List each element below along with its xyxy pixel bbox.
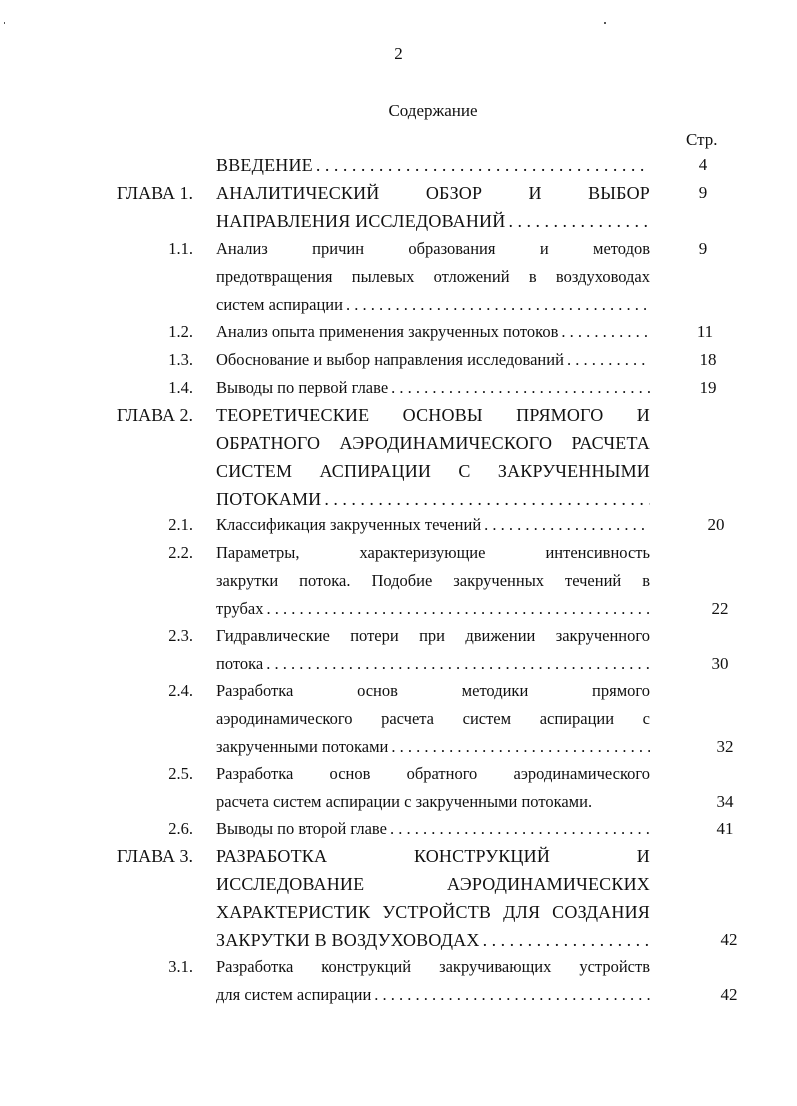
dot-leader xyxy=(324,485,650,513)
dot-leader xyxy=(483,926,650,954)
toc-line: ТЕОРЕТИЧЕСКИЕ ОСНОВЫ ПРЯМОГО И xyxy=(216,405,650,425)
dot-leader xyxy=(266,650,650,678)
toc-page-number: 22 xyxy=(711,599,729,618)
toc-page-number: 42 xyxy=(720,985,738,1004)
scan-speck xyxy=(4,22,5,24)
dot-leader xyxy=(484,511,650,539)
toc-line: ВВЕДЕНИЕ . . . xyxy=(216,151,650,179)
toc-line: расчета систем аспирации с закрученными потоками. xyxy=(216,792,593,811)
toc-line: Разработка конструкций закручивающих устройств xyxy=(216,957,650,976)
toc-line: ИССЛЕДОВАНИЕ АЭРОДИНАМИЧЕСКИХ xyxy=(216,874,650,894)
toc-label: 1.2. xyxy=(168,322,193,341)
toc-line: Гидравлические потери при движении закрученного xyxy=(216,626,650,645)
toc-line: Классификация закрученных течений . . . xyxy=(216,511,650,539)
toc-line: для систем аспирации . . . xyxy=(216,981,650,1009)
dot-leader xyxy=(374,981,650,1009)
toc-line: АНАЛИТИЧЕСКИЙ ОБЗОР И ВЫБОР xyxy=(216,183,650,203)
toc-page-number: 30 xyxy=(711,654,729,673)
toc-line: Разработка основ обратного аэродинамического xyxy=(216,764,650,783)
dot-leader xyxy=(508,207,650,235)
toc-line: НАПРАВЛЕНИЯ ИССЛЕДОВАНИЙ . . . xyxy=(216,207,650,235)
dot-leader xyxy=(316,151,650,179)
toc-label: 2.2. xyxy=(168,543,193,562)
toc-label: 2.4. xyxy=(168,681,193,700)
toc-label: 1.1. xyxy=(168,239,193,258)
dot-leader xyxy=(391,733,650,761)
toc-line: Параметры, характеризующие интенсивность xyxy=(216,543,650,562)
toc-page-number: 41 xyxy=(716,819,734,838)
toc-line: ОБРАТНОГО АЭРОДИНАМИЧЕСКОГО РАСЧЕТА xyxy=(216,433,650,453)
scan-speck xyxy=(604,22,606,24)
dot-leader xyxy=(567,346,650,374)
toc-line: РАЗРАБОТКА КОНСТРУКЦИЙ И xyxy=(216,846,650,866)
toc-page-number: 4 xyxy=(698,155,708,174)
toc-line: ЗАКРУТКИ В ВОЗДУХОВОДАХ . . . xyxy=(216,926,650,954)
toc-line: закрученными потоками . . . xyxy=(216,733,650,761)
dot-leader xyxy=(266,595,650,623)
dot-leader xyxy=(561,318,650,346)
toc-label: 2.1. xyxy=(168,515,193,534)
toc-label: ГЛАВА 1. xyxy=(116,183,193,203)
toc-page-number: 42 xyxy=(720,930,738,949)
toc-label: 1.4. xyxy=(168,378,193,397)
toc-label: 1.3. xyxy=(168,350,193,369)
toc-page-number: 9 xyxy=(698,239,708,258)
toc-label: 3.1. xyxy=(168,957,193,976)
toc-label: ГЛАВА 2. xyxy=(116,405,193,425)
toc-page-number: 34 xyxy=(716,792,734,811)
toc-line: предотвращения пылевых отложений в воздуховодах xyxy=(216,267,650,286)
toc-line: Выводы по второй главе . . . xyxy=(216,815,650,843)
toc-page-number: 9 xyxy=(698,183,708,202)
dot-leader xyxy=(391,374,650,402)
toc-line: потока . . . xyxy=(216,650,650,678)
dot-leader xyxy=(390,815,650,843)
toc-page-number: 20 xyxy=(707,515,725,534)
toc-line: Выводы по первой главе . . . xyxy=(216,374,650,402)
toc-label: 2.6. xyxy=(168,819,193,838)
toc-line: трубах . . . xyxy=(216,595,650,623)
toc-line: ПОТОКАМИ . . . xyxy=(216,485,650,513)
toc-label: 2.3. xyxy=(168,626,193,645)
toc-label: 2.5. xyxy=(168,764,193,783)
toc-line: Разработка основ методики прямого xyxy=(216,681,650,700)
toc-line: аэродинамического расчета систем аспирации с xyxy=(216,709,650,728)
toc-label: ГЛАВА 3. xyxy=(116,846,193,866)
toc-line: закрутки потока. Подобие закрученных течений в xyxy=(216,571,650,590)
toc-page-number: 32 xyxy=(716,737,734,756)
page-number: 2 xyxy=(394,44,403,63)
toc-page-number: 18 xyxy=(699,350,717,369)
toc-line: Обоснование и выбор направления исследований . . . xyxy=(216,346,650,374)
page-title: Содержание xyxy=(388,101,478,120)
toc-line: Анализ причин образования и методов xyxy=(216,239,650,258)
toc-line: ХАРАКТЕРИСТИК УСТРОЙСТВ ДЛЯ СОЗДАНИЯ xyxy=(216,902,650,922)
page-column-header: Стр. xyxy=(686,130,718,149)
toc-line: систем аспирации . . . xyxy=(216,291,650,319)
toc-page-number: 19 xyxy=(699,378,717,397)
toc-line: СИСТЕМ АСПИРАЦИИ С ЗАКРУЧЕННЫМИ xyxy=(216,461,650,481)
dot-leader xyxy=(346,291,650,319)
toc-line: Анализ опыта применения закрученных потоков . . . xyxy=(216,318,650,346)
toc-page-number: 11 xyxy=(696,322,714,341)
